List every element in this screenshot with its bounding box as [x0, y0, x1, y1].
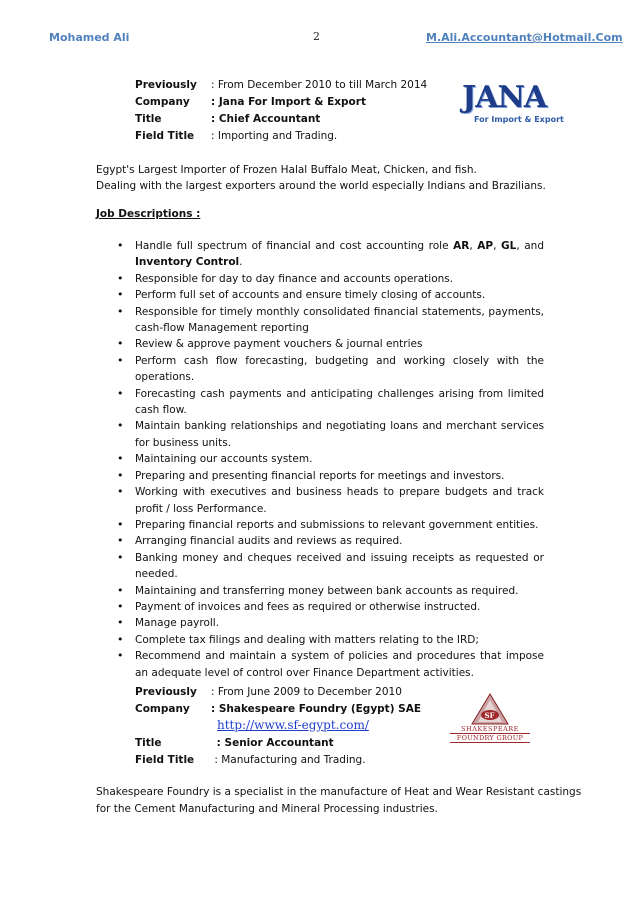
bullet-text: Banking money and cheques received and issuing receipts as requested or needed.: [135, 551, 544, 581]
job2-title-value: : Senior Accountant: [213, 737, 334, 749]
bullet-icon: •: [117, 485, 124, 499]
job2-company-value: : Shakespeare Foundry (Egypt) SAE: [211, 703, 422, 715]
bullet-icon: •: [117, 649, 124, 663]
bullet-icon: •: [117, 534, 124, 548]
list-item: [117, 451, 544, 467]
bullet-ap: AP: [477, 240, 494, 252]
list-item: [117, 238, 544, 271]
bullet-text: Maintaining our accounts system.: [135, 453, 313, 466]
bullet-icon: •: [117, 468, 124, 482]
bullet-text: Maintaining and transferring money between bank accounts as required.: [135, 584, 519, 597]
bullet-text: Maintain banking relationships and negotiating loans and merchant services for business units.: [135, 420, 544, 449]
bullet-icon: •: [117, 304, 124, 318]
bullet-text: Manage payroll.: [135, 617, 220, 630]
page-number: 2: [313, 30, 320, 43]
bullet-sep: , and: [516, 240, 544, 252]
job1-field-label: Field Title: [135, 130, 195, 142]
list-item: [117, 287, 544, 303]
list-item: [117, 418, 544, 451]
job1-details: [135, 77, 455, 147]
list-item: [117, 304, 544, 337]
jana-logo-subtitle: For Import & Export: [474, 115, 564, 124]
job1-description-line-1: Egypt's Largest Importer of Frozen Halal Buffalo Meat, Chicken, and fish.: [96, 164, 477, 176]
bullet-text: Responsible for timely monthly consolidated financial statements, payments, cash-flow Management reporting: [135, 305, 544, 335]
job2-company-label: Company: [135, 703, 190, 715]
bullet-icon: •: [117, 583, 124, 597]
bullet-text: Preparing financial reports and submissions to relevant government entities.: [135, 518, 539, 531]
bullet-gl: GL: [501, 240, 517, 252]
bullet-text: Perform cash flow forecasting, budgeting and working closely with the operations.: [135, 354, 544, 384]
job1-company-value: : Jana For Import & Export: [211, 96, 366, 108]
list-item: [117, 599, 544, 615]
list-item: [117, 583, 544, 599]
bullet-text: Forecasting cash payments and anticipating challenges arising from limited cash flow.: [135, 387, 544, 417]
svg-text:SF: SF: [484, 711, 495, 720]
bullet-icon: •: [117, 419, 124, 433]
header-email-link[interactable]: M.Ali.Accountant@Hotmail.Com: [426, 31, 623, 44]
job1-description-line-2: Dealing with the largest exporters around the world especially Indians and Brazilians.: [96, 180, 546, 192]
bullet-icon: •: [117, 517, 124, 531]
job2-previously-label: Previously: [135, 686, 197, 698]
bullet-text: Working with executives and business heads to prepare budgets and track profit / loss Performance.: [135, 486, 544, 515]
list-item: [117, 353, 544, 386]
list-item: [117, 533, 544, 549]
sf-logo-line-2: FOUNDRY GROUP: [450, 733, 530, 743]
bullet-text: Preparing and presenting financial reports for meetings and investors.: [135, 469, 505, 482]
list-item: [117, 271, 544, 287]
job1-title-label: Title: [135, 113, 162, 125]
job-descriptions-heading: Job Descriptions :: [96, 208, 201, 220]
bullet-icon: •: [117, 288, 124, 302]
bullet-icon: •: [117, 452, 124, 466]
job2-field-value: : Manufacturing and Trading.: [211, 754, 366, 766]
job1-field-value: : Importing and Trading.: [211, 130, 338, 142]
list-item: [117, 648, 544, 681]
bullet-end: .: [239, 256, 243, 269]
list-item: [117, 386, 544, 419]
job1-previously-value: : From December 2010 to till March 2014: [211, 79, 428, 91]
list-item: [117, 468, 544, 484]
list-item: [117, 336, 544, 352]
bullet-text: Complete tax filings and dealing with matters relating to the IRD;: [135, 633, 479, 646]
job2-description-line-1: Shakespeare Foundry is a specialist in the manufacture of Heat and Wear Resistant castings: [96, 786, 582, 798]
bullet-text: Handle full spectrum of financial and cost accounting role: [135, 240, 454, 252]
job1-previously-label: Previously: [135, 79, 197, 91]
bullet-text: Review & approve payment vouchers & journal entries: [135, 338, 423, 351]
bullet-inventory-control: Inventory Control: [135, 256, 240, 269]
job2-previously-value: : From June 2009 to December 2010: [211, 686, 402, 698]
jana-logo-word: JANA: [462, 80, 547, 115]
job2-title-label: Title: [135, 737, 162, 749]
job2-description-line-2: for the Cement Manufacturing and Mineral Processing industries.: [96, 803, 438, 815]
header-name: Mohamed Ali: [49, 31, 130, 44]
list-item: [117, 517, 544, 533]
bullet-icon: •: [117, 271, 124, 285]
bullet-icon: •: [117, 599, 124, 613]
sf-triangle-icon: [450, 692, 530, 726]
bullet-icon: •: [117, 353, 124, 367]
bullet-sep: ,: [493, 240, 501, 252]
job2-field-label: Field Title: [135, 754, 195, 766]
bullet-icon: •: [117, 386, 124, 400]
bullet-text: Arranging financial audits and reviews as required.: [135, 535, 403, 548]
job2-details: [135, 684, 455, 774]
sf-logo-line-1: SHAKESPEARE: [461, 725, 519, 733]
bullet-text: Recommend and maintain a system of policies and procedures that impose an adequate level of control over Finance Department activities.: [135, 650, 544, 679]
bullet-text: Perform full set of accounts and ensure timely closing of accounts.: [135, 289, 486, 302]
list-item: [117, 615, 544, 631]
jana-logo: [458, 80, 564, 128]
bullet-ar: AR: [453, 240, 470, 252]
bullet-icon: •: [117, 550, 124, 564]
bullet-sep: ,: [469, 240, 478, 252]
job1-title-value: : Chief Accountant: [211, 113, 321, 125]
job-descriptions-list: [117, 238, 544, 681]
bullet-icon: •: [117, 239, 124, 252]
shakespeare-foundry-logo: [450, 692, 530, 748]
bullet-text: Responsible for day to day finance and accounts operations.: [135, 272, 454, 285]
list-item: [117, 484, 544, 517]
job2-website-link[interactable]: http://www.sf-egypt.com/: [217, 718, 369, 732]
bullet-text: Payment of invoices and fees as required or otherwise instructed.: [135, 600, 481, 613]
bullet-icon: •: [117, 337, 124, 351]
bullet-icon: •: [117, 632, 124, 646]
list-item: [117, 632, 544, 648]
job1-company-label: Company: [135, 96, 190, 108]
bullet-icon: •: [117, 616, 124, 630]
list-item: [117, 550, 544, 583]
